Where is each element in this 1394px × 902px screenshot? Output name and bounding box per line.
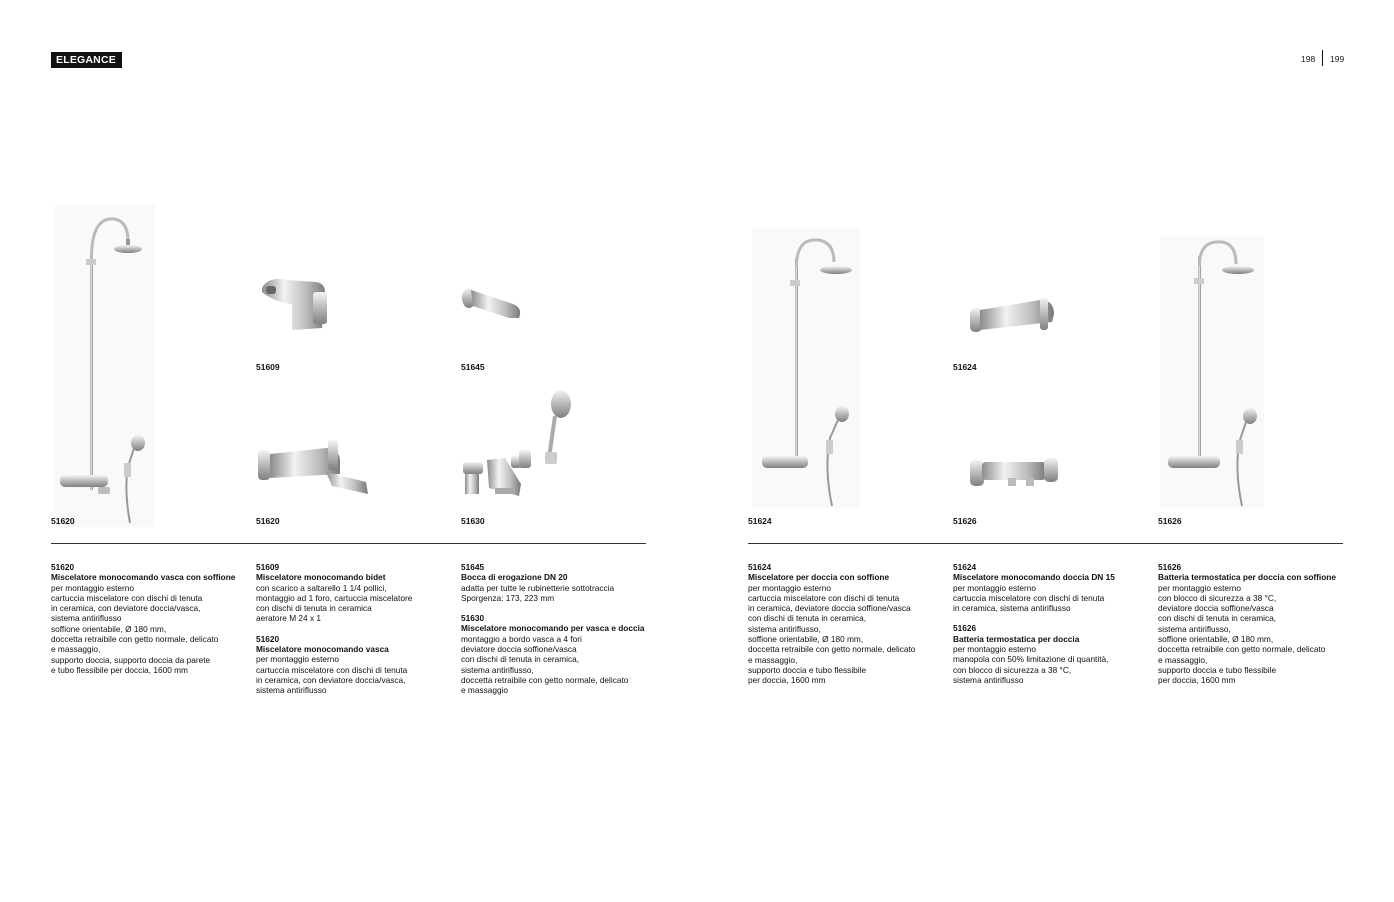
product-spec-line: sistema antiriflusso (51, 613, 122, 624)
product-spec-line: con blocco di sicurezza a 38 °C, (1158, 592, 1277, 603)
product-spec-line: con dischi di tenuta in ceramica (256, 603, 372, 614)
product-code: 51645 (461, 562, 485, 572)
product-spec-line: aeratore M 24 x 1 (256, 613, 322, 624)
product-title: Batteria termostatica per doccia (953, 633, 1080, 644)
product-title: Batteria termostatica per doccia con soffione (1158, 572, 1336, 583)
product-spec-line: per montaggio esterno (51, 582, 135, 593)
image-caption: 51620 (51, 516, 75, 526)
product-code: 51620 (51, 562, 75, 572)
product-spec-line: e massaggio, (748, 654, 798, 665)
product-image-thermostatic-mixer (968, 452, 1062, 490)
section-rule-left (51, 543, 646, 544)
product-spec-line: supporto doccia e tubo flessibile (1158, 664, 1277, 675)
product-spec-line: per montaggio esterno (748, 582, 832, 593)
product-image-thermostatic-column (1160, 236, 1268, 508)
product-spec-line: soffione orientabile, Ø 180 mm, (1158, 634, 1274, 645)
product-spec-line: Sporgenza: 173, 223 mm (461, 592, 555, 603)
product-spec-line: con scarico a saltarello 1 1/4 pollici, (256, 582, 387, 593)
product-spec-line: per montaggio esterno (953, 582, 1037, 593)
product-image-shower-column-bath (52, 205, 162, 527)
product-spec-line: per montaggio esterno (256, 654, 340, 665)
product-code: 51626 (1158, 562, 1182, 572)
product-spec-line: cartuccia miscelatore con dischi di tenuta (51, 592, 203, 603)
product-spec-line: doccetta retraibile con getto normale, delicato (748, 644, 916, 655)
product-spec-line: e tubo flessibile per doccia, 1600 mm (51, 664, 188, 675)
product-description-column (461, 562, 651, 696)
page-divider (1322, 50, 1323, 66)
image-caption: 51630 (461, 516, 485, 526)
product-title: Miscelatore monocomando per vasca e doccia (461, 623, 645, 634)
product-spec-line: sistema antiriflusso, (1158, 623, 1231, 634)
product-spec-line: adatta per tutte le rubinetterie sottotraccia (461, 582, 615, 593)
page-number-left: 198 (1301, 54, 1316, 64)
product-image-bath-mixer (256, 438, 372, 500)
product-code: 51630 (461, 613, 485, 624)
product-spec-line: manopola con 50% limitazione di quantità, (953, 654, 1109, 665)
entry-gap (461, 603, 651, 613)
product-spec-line: e massaggio, (51, 644, 101, 655)
product-spec-line: per montaggio esterno (1158, 582, 1242, 593)
product-image-bathtub-mixer-4-hole (461, 388, 587, 500)
product-description-column (1158, 562, 1348, 686)
product-code: 51609 (256, 562, 280, 572)
entry-gap (953, 613, 1158, 623)
product-spec-line: con blocco di sicurezza a 38 °C, (953, 664, 1072, 675)
product-spec-line: sistema antiriflusso, (461, 664, 534, 675)
product-title: Miscelatore monocomando doccia DN 15 (953, 572, 1115, 583)
product-description-column (748, 562, 953, 686)
product-spec-line: deviatore doccia soffione/vasca (461, 644, 577, 655)
product-spec-line: doccetta retraibile con getto normale, delicato (461, 674, 629, 685)
product-spec-line: in ceramica, con deviatore doccia/vasca, (256, 674, 406, 685)
product-image-bath-spout (461, 284, 527, 326)
product-code: 51620 (256, 633, 280, 644)
product-spec-line: per doccia, 1600 mm (748, 675, 826, 686)
product-spec-line: con dischi di tenuta in ceramica, (461, 654, 580, 665)
product-code: 51624 (748, 562, 772, 572)
product-spec-line: con dischi di tenuta in ceramica, (1158, 613, 1277, 624)
product-code: 51626 (953, 623, 977, 634)
product-spec-line: in ceramica, sistema antiriflusso (953, 603, 1071, 614)
product-spec-line: cartuccia miscelatore con dischi di tenuta (748, 592, 900, 603)
product-image-shower-column (752, 228, 862, 508)
product-spec-line: soffione orientabile, Ø 180 mm, (748, 634, 864, 645)
image-caption: 51609 (256, 362, 280, 372)
product-title: Bocca di erogazione DN 20 (461, 572, 568, 583)
product-spec-line: doccetta retraibile con getto normale, delicato (51, 634, 219, 645)
image-caption: 51626 (1158, 516, 1182, 526)
section-tag: ELEGANCE (51, 52, 122, 68)
product-image-shower-mixer (968, 296, 1060, 336)
product-spec-line: supporto doccia e tubo flessibile (748, 664, 867, 675)
product-title: Miscelatore monocomando bidet (256, 572, 386, 583)
section-rule-right (748, 543, 1343, 544)
product-title: Miscelatore monocomando vasca (256, 644, 389, 655)
product-spec-line: sistema antiriflusso, (748, 623, 821, 634)
product-description-column (256, 562, 461, 696)
product-title: Miscelatore monocomando vasca con soffione (51, 572, 236, 583)
product-spec-line: e massaggio (461, 685, 509, 696)
product-spec-line: sistema antiriflusso (256, 685, 327, 696)
product-spec-line: montaggio ad 1 foro, cartuccia miscelatore (256, 592, 413, 603)
product-spec-line: in ceramica, con deviatore doccia/vasca, (51, 603, 201, 614)
product-title: Miscelatore per doccia con soffione (748, 572, 890, 583)
product-spec-line: soffione orientabile, Ø 180 mm, (51, 623, 167, 634)
product-spec-line: doccetta retraibile con getto normale, delicato (1158, 644, 1326, 655)
product-spec-line: e massaggio, (1158, 654, 1208, 665)
image-caption: 51624 (953, 362, 977, 372)
product-spec-line: sistema antiriflusso (953, 674, 1024, 685)
product-spec-line: con dischi di tenuta in ceramica, (748, 613, 867, 624)
product-spec-line: montaggio a bordo vasca a 4 fori (461, 633, 582, 644)
product-image-bidet-mixer (258, 268, 338, 336)
image-caption: 51620 (256, 516, 280, 526)
product-description-column (51, 562, 256, 675)
product-spec-line: cartuccia miscelatore con dischi di tenuta (256, 664, 408, 675)
image-caption: 51626 (953, 516, 977, 526)
product-spec-line: supporto doccia, supporto doccia da parete (51, 654, 211, 665)
page-number-right: 199 (1330, 54, 1345, 64)
product-description-column (953, 562, 1158, 685)
product-spec-line: in ceramica, deviatore doccia soffione/vasca (748, 603, 911, 614)
product-spec-line: cartuccia miscelatore con dischi di tenuta (953, 592, 1105, 603)
image-caption: 51645 (461, 362, 485, 372)
product-spec-line: per doccia, 1600 mm (1158, 675, 1236, 686)
product-code: 51624 (953, 562, 977, 572)
entry-gap (256, 624, 461, 634)
image-caption: 51624 (748, 516, 772, 526)
product-spec-line: deviatore doccia soffione/vasca (1158, 603, 1274, 614)
product-spec-line: per montaggio esterno (953, 644, 1037, 655)
